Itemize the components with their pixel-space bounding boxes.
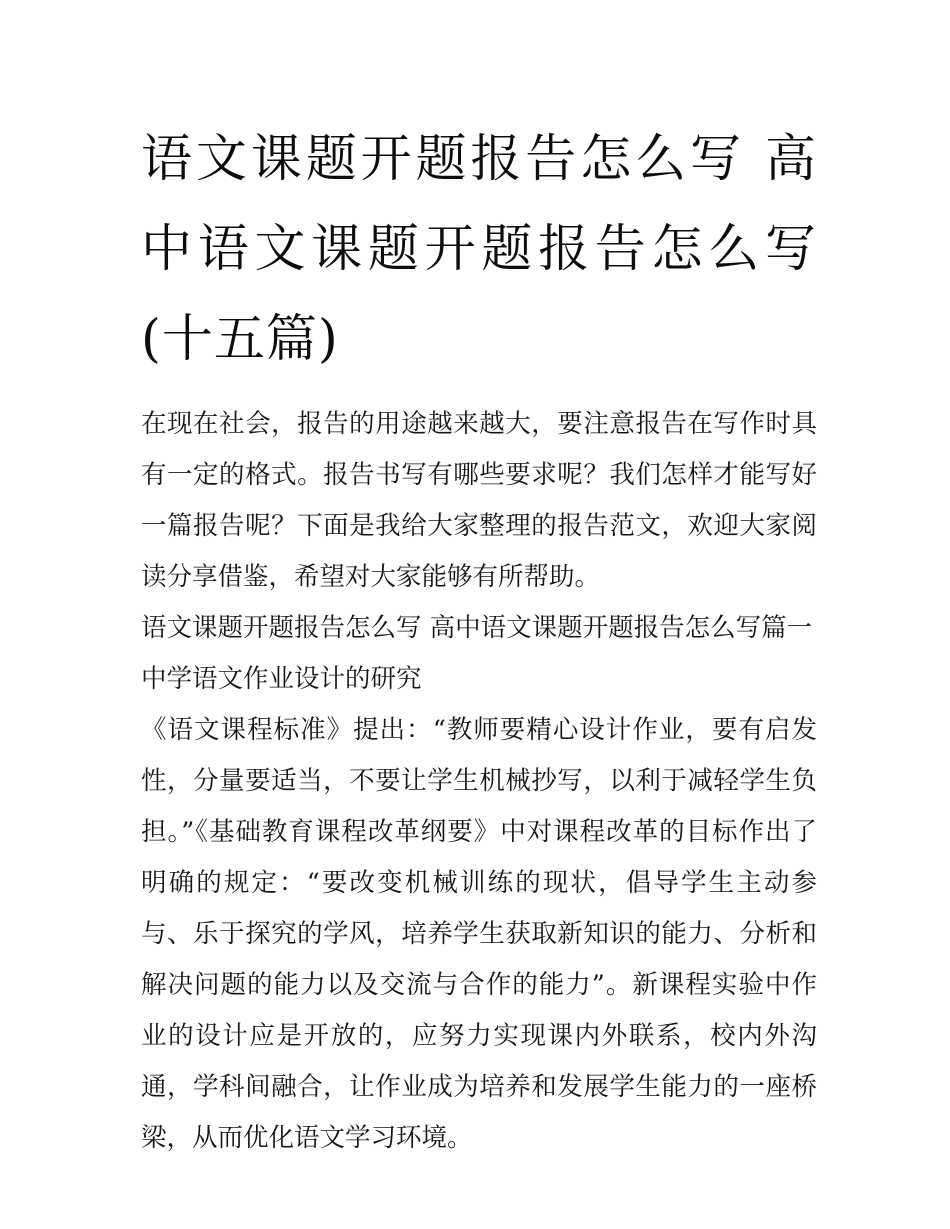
document-body	[141, 115, 817, 1164]
intro-paragraph: 在现在社会，报告的用途越来越大，要注意报告在写作时具有一定的格式。报告书写有哪些要求呢？我们怎样才能写好一篇报告呢？下面是我给大家整理的报告范文，欢迎大家阅读分享借鉴，希望对大家能够有所帮助。	[141, 409, 817, 592]
subtopic-title: 中学语文作业设计的研究	[141, 664, 422, 694]
body-paragraph: 《语文课程标准》提出：“教师要精心设计作业，要有启发性，分量要适当，不要让学生机械抄写，以利于减轻学生负担。”《基础教育课程改革纲要》中对课程改革的目标作出了明确的规定：“要改变机械训练的现状，倡导学生主动参与、乐于探究的学风，培养学生获取新知识的能力、分析和解决问题的能力以及交流与合作的能力”。新课程实验中作业的设计应是开放的，应努力实现课内外联系，校内外沟通，学科间融合，让作业成为培养和发展学生能力的一座桥梁，从而优化语文学习环境。	[141, 715, 817, 1153]
document-title: 语文课题开题报告怎么写 高中语文课题开题报告怎么写(十五篇)	[141, 130, 817, 369]
section-heading: 语文课题开题报告怎么写 高中语文课题开题报告怎么写篇一	[141, 613, 813, 643]
